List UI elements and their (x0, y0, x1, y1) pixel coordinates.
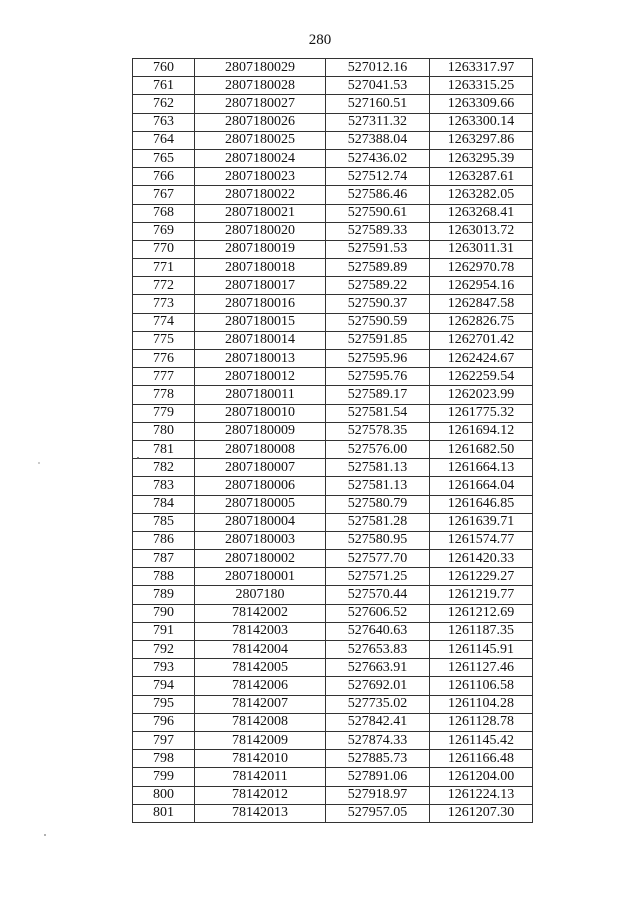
point-id-cell: 2807180023 (195, 168, 326, 186)
table-row (133, 186, 533, 204)
x-coordinate-cell: 527735.02 (326, 695, 430, 713)
y-coordinate-cell: 1263295.39 (430, 149, 533, 167)
x-coordinate-cell: 527512.74 (326, 168, 430, 186)
y-coordinate-cell: 1263309.66 (430, 95, 533, 113)
table-row (133, 586, 533, 604)
table-row (133, 331, 533, 349)
y-coordinate-cell: 1261646.85 (430, 495, 533, 513)
point-id-cell: 2807180024 (195, 149, 326, 167)
x-coordinate-cell: 527692.01 (326, 677, 430, 695)
x-coordinate-cell: 527957.05 (326, 804, 430, 822)
table-row (133, 677, 533, 695)
point-id-cell: 78142011 (195, 768, 326, 786)
scan-speck (38, 462, 40, 464)
y-coordinate-cell: 1261420.33 (430, 550, 533, 568)
y-coordinate-cell: 1261574.77 (430, 531, 533, 549)
row-number-cell: 773 (133, 295, 195, 313)
x-coordinate-cell: 527606.52 (326, 604, 430, 622)
point-id-cell: 2807180016 (195, 295, 326, 313)
x-coordinate-cell: 527590.59 (326, 313, 430, 331)
row-number-cell: 774 (133, 313, 195, 331)
x-coordinate-cell: 527586.46 (326, 186, 430, 204)
point-id-cell: 2807180011 (195, 386, 326, 404)
point-id-cell: 2807180027 (195, 95, 326, 113)
table-row (133, 113, 533, 131)
y-coordinate-cell: 1261664.13 (430, 459, 533, 477)
coordinates-table-body (133, 59, 533, 823)
y-coordinate-cell: 1261229.27 (430, 568, 533, 586)
x-coordinate-cell: 527595.96 (326, 350, 430, 368)
row-number-cell: 776 (133, 350, 195, 368)
y-coordinate-cell: 1263287.61 (430, 168, 533, 186)
y-coordinate-cell: 1261204.00 (430, 768, 533, 786)
row-number-cell: 787 (133, 550, 195, 568)
x-coordinate-cell: 527589.33 (326, 222, 430, 240)
point-id-cell: 2807180029 (195, 59, 326, 77)
table-row (133, 695, 533, 713)
y-coordinate-cell: 1261682.50 (430, 440, 533, 458)
row-number-cell: 791 (133, 622, 195, 640)
x-coordinate-cell: 527591.53 (326, 240, 430, 258)
x-coordinate-cell: 527041.53 (326, 77, 430, 95)
table-row (133, 149, 533, 167)
point-id-cell: 2807180002 (195, 550, 326, 568)
point-id-cell: 78142004 (195, 641, 326, 659)
x-coordinate-cell: 527571.25 (326, 568, 430, 586)
row-number-cell: 800 (133, 786, 195, 804)
y-coordinate-cell: 1263282.05 (430, 186, 533, 204)
row-number-cell: 783 (133, 477, 195, 495)
table-row (133, 768, 533, 786)
table-row (133, 513, 533, 531)
row-number-cell: 777 (133, 368, 195, 386)
row-number-cell: 785 (133, 513, 195, 531)
row-number-cell: 763 (133, 113, 195, 131)
point-id-cell: 78142008 (195, 713, 326, 731)
y-coordinate-cell: 1261104.28 (430, 695, 533, 713)
point-id-cell: 2807180003 (195, 531, 326, 549)
y-coordinate-cell: 1261207.30 (430, 804, 533, 822)
table-row (133, 459, 533, 477)
y-coordinate-cell: 1261694.12 (430, 422, 533, 440)
y-coordinate-cell: 1261127.46 (430, 659, 533, 677)
table-row (133, 168, 533, 186)
point-id-cell: 78142007 (195, 695, 326, 713)
row-number-cell: 767 (133, 186, 195, 204)
table-row (133, 641, 533, 659)
table-row (133, 95, 533, 113)
coordinates-table (132, 58, 533, 823)
table-row (133, 604, 533, 622)
point-id-cell: 78142013 (195, 804, 326, 822)
x-coordinate-cell: 527436.02 (326, 149, 430, 167)
x-coordinate-cell: 527160.51 (326, 95, 430, 113)
x-coordinate-cell: 527388.04 (326, 131, 430, 149)
y-coordinate-cell: 1262954.16 (430, 277, 533, 295)
x-coordinate-cell: 527581.54 (326, 404, 430, 422)
scan-speck (44, 834, 46, 836)
table-row (133, 131, 533, 149)
x-coordinate-cell: 527653.83 (326, 641, 430, 659)
table-row (133, 804, 533, 822)
table-row (133, 622, 533, 640)
row-number-cell: 770 (133, 240, 195, 258)
table-row (133, 440, 533, 458)
x-coordinate-cell: 527570.44 (326, 586, 430, 604)
point-id-cell: 2807180028 (195, 77, 326, 95)
row-number-cell: 799 (133, 768, 195, 786)
table-row (133, 531, 533, 549)
y-coordinate-cell: 1261639.71 (430, 513, 533, 531)
x-coordinate-cell: 527663.91 (326, 659, 430, 677)
table-row (133, 277, 533, 295)
x-coordinate-cell: 527311.32 (326, 113, 430, 131)
row-number-cell: 781 (133, 440, 195, 458)
point-id-cell: 78142002 (195, 604, 326, 622)
y-coordinate-cell: 1261664.04 (430, 477, 533, 495)
x-coordinate-cell: 527581.28 (326, 513, 430, 531)
y-coordinate-cell: 1261106.58 (430, 677, 533, 695)
x-coordinate-cell: 527918.97 (326, 786, 430, 804)
point-id-cell: 2807180009 (195, 422, 326, 440)
point-id-cell: 2807180010 (195, 404, 326, 422)
row-number-cell: 786 (133, 531, 195, 549)
row-number-cell: 771 (133, 259, 195, 277)
point-id-cell: 2807180014 (195, 331, 326, 349)
x-coordinate-cell: 527590.37 (326, 295, 430, 313)
page-number: 280 (308, 32, 332, 48)
y-coordinate-cell: 1263300.14 (430, 113, 533, 131)
row-number-cell: 789 (133, 586, 195, 604)
x-coordinate-cell: 527591.85 (326, 331, 430, 349)
row-number-cell: 793 (133, 659, 195, 677)
x-coordinate-cell: 527589.89 (326, 259, 430, 277)
table-row (133, 368, 533, 386)
point-id-cell: 2807180018 (195, 259, 326, 277)
point-id-cell: 2807180004 (195, 513, 326, 531)
x-coordinate-cell: 527640.63 (326, 622, 430, 640)
row-number-cell: 801 (133, 804, 195, 822)
row-number-cell: 778 (133, 386, 195, 404)
table-row (133, 568, 533, 586)
y-coordinate-cell: 1263011.31 (430, 240, 533, 258)
point-id-cell: 2807180022 (195, 186, 326, 204)
point-id-cell: 78142003 (195, 622, 326, 640)
x-coordinate-cell: 527581.13 (326, 477, 430, 495)
table-row (133, 422, 533, 440)
row-number-cell: 775 (133, 331, 195, 349)
y-coordinate-cell: 1262826.75 (430, 313, 533, 331)
row-number-cell: 782 (133, 459, 195, 477)
point-id-cell: 78142012 (195, 786, 326, 804)
table-row (133, 386, 533, 404)
y-coordinate-cell: 1263297.86 (430, 131, 533, 149)
point-id-cell: 2807180015 (195, 313, 326, 331)
point-id-cell: 2807180025 (195, 131, 326, 149)
row-number-cell: 794 (133, 677, 195, 695)
scan-speck (137, 457, 139, 459)
point-id-cell: 2807180005 (195, 495, 326, 513)
x-coordinate-cell: 527580.79 (326, 495, 430, 513)
row-number-cell: 788 (133, 568, 195, 586)
table-row (133, 786, 533, 804)
y-coordinate-cell: 1261187.35 (430, 622, 533, 640)
y-coordinate-cell: 1261219.77 (430, 586, 533, 604)
x-coordinate-cell: 527595.76 (326, 368, 430, 386)
row-number-cell: 768 (133, 204, 195, 222)
x-coordinate-cell: 527576.00 (326, 440, 430, 458)
x-coordinate-cell: 527589.17 (326, 386, 430, 404)
point-id-cell: 2807180006 (195, 477, 326, 495)
point-id-cell: 2807180021 (195, 204, 326, 222)
point-id-cell: 2807180020 (195, 222, 326, 240)
x-coordinate-cell: 527581.13 (326, 459, 430, 477)
y-coordinate-cell: 1262701.42 (430, 331, 533, 349)
table-row (133, 713, 533, 731)
point-id-cell: 2807180019 (195, 240, 326, 258)
y-coordinate-cell: 1262259.54 (430, 368, 533, 386)
point-id-cell: 2807180013 (195, 350, 326, 368)
x-coordinate-cell: 527577.70 (326, 550, 430, 568)
y-coordinate-cell: 1263013.72 (430, 222, 533, 240)
point-id-cell: 78142010 (195, 750, 326, 768)
y-coordinate-cell: 1263315.25 (430, 77, 533, 95)
table-row (133, 477, 533, 495)
x-coordinate-cell: 527874.33 (326, 731, 430, 749)
row-number-cell: 779 (133, 404, 195, 422)
table-row (133, 240, 533, 258)
table-row (133, 259, 533, 277)
table-row (133, 204, 533, 222)
row-number-cell: 761 (133, 77, 195, 95)
y-coordinate-cell: 1261145.91 (430, 641, 533, 659)
row-number-cell: 795 (133, 695, 195, 713)
x-coordinate-cell: 527590.61 (326, 204, 430, 222)
y-coordinate-cell: 1261166.48 (430, 750, 533, 768)
table-row (133, 404, 533, 422)
table-row (133, 550, 533, 568)
table-row (133, 295, 533, 313)
table-row (133, 659, 533, 677)
row-number-cell: 784 (133, 495, 195, 513)
table-row (133, 77, 533, 95)
row-number-cell: 762 (133, 95, 195, 113)
row-number-cell: 792 (133, 641, 195, 659)
row-number-cell: 790 (133, 604, 195, 622)
row-number-cell: 765 (133, 149, 195, 167)
row-number-cell: 764 (133, 131, 195, 149)
point-id-cell: 2807180 (195, 586, 326, 604)
row-number-cell: 798 (133, 750, 195, 768)
point-id-cell: 78142009 (195, 731, 326, 749)
y-coordinate-cell: 1263317.97 (430, 59, 533, 77)
table-row (133, 495, 533, 513)
x-coordinate-cell: 527885.73 (326, 750, 430, 768)
point-id-cell: 2807180008 (195, 440, 326, 458)
x-coordinate-cell: 527578.35 (326, 422, 430, 440)
x-coordinate-cell: 527580.95 (326, 531, 430, 549)
point-id-cell: 2807180012 (195, 368, 326, 386)
row-number-cell: 772 (133, 277, 195, 295)
row-number-cell: 780 (133, 422, 195, 440)
table-row (133, 350, 533, 368)
y-coordinate-cell: 1261212.69 (430, 604, 533, 622)
row-number-cell: 796 (133, 713, 195, 731)
y-coordinate-cell: 1261224.13 (430, 786, 533, 804)
row-number-cell: 769 (133, 222, 195, 240)
x-coordinate-cell: 527891.06 (326, 768, 430, 786)
point-id-cell: 78142006 (195, 677, 326, 695)
point-id-cell: 78142005 (195, 659, 326, 677)
y-coordinate-cell: 1262847.58 (430, 295, 533, 313)
x-coordinate-cell: 527842.41 (326, 713, 430, 731)
table-row (133, 313, 533, 331)
x-coordinate-cell: 527012.16 (326, 59, 430, 77)
y-coordinate-cell: 1261128.78 (430, 713, 533, 731)
point-id-cell: 2807180026 (195, 113, 326, 131)
table-row (133, 731, 533, 749)
row-number-cell: 766 (133, 168, 195, 186)
y-coordinate-cell: 1262424.67 (430, 350, 533, 368)
y-coordinate-cell: 1262023.99 (430, 386, 533, 404)
point-id-cell: 2807180007 (195, 459, 326, 477)
row-number-cell: 797 (133, 731, 195, 749)
point-id-cell: 2807180017 (195, 277, 326, 295)
y-coordinate-cell: 1261145.42 (430, 731, 533, 749)
y-coordinate-cell: 1262970.78 (430, 259, 533, 277)
y-coordinate-cell: 1261775.32 (430, 404, 533, 422)
y-coordinate-cell: 1263268.41 (430, 204, 533, 222)
point-id-cell: 2807180001 (195, 568, 326, 586)
table-row (133, 59, 533, 77)
x-coordinate-cell: 527589.22 (326, 277, 430, 295)
table-row (133, 750, 533, 768)
row-number-cell: 760 (133, 59, 195, 77)
table-row (133, 222, 533, 240)
